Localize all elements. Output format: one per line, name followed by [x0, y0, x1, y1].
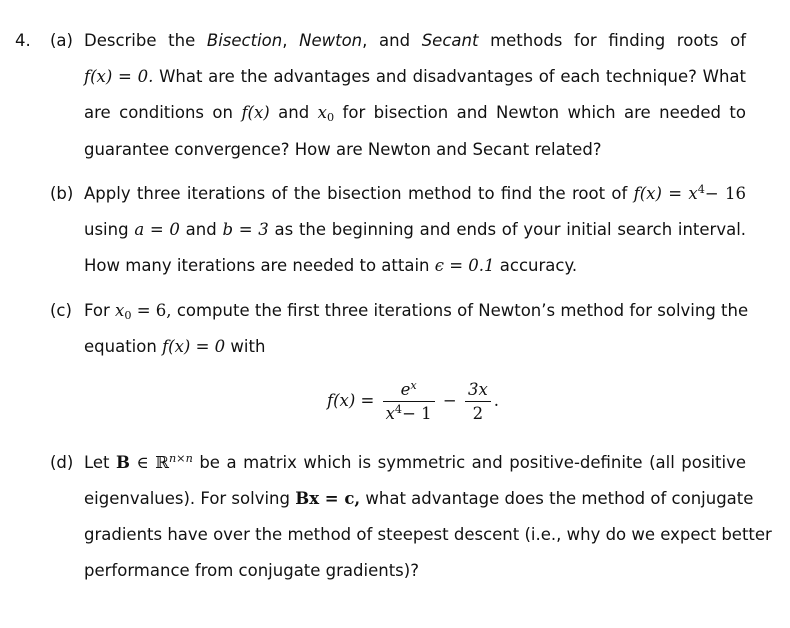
fraction-three-x-over-two: $\frac{3x}{2}$	[465, 380, 491, 423]
display-equation: f(x) = $\frac{e^x}{x^4- 1}$ − $\frac{3x}{2}$ .	[327, 378, 500, 423]
part-d-line-2: eigenvalues). For solving Bx = c, what advantage does the method of conjugate	[84, 489, 754, 508]
part-b-line-3: How many iterations are needed to attain ϵ = 0.1 accuracy.	[84, 256, 578, 275]
part-d-line-1: Let B ∈ ℝ$^{n\times n}$ be a matrix which is symmetric and positive-definite (all positive	[84, 451, 747, 472]
part-c-line-1: For $x_0 = 6$, compute the first three iterations of Newton’s method for solving the	[84, 301, 749, 322]
fraction-exp-over-quartic: $\frac{e^x}{x^4- 1}$	[383, 380, 435, 423]
part-d-line-4: performance from conjugate gradients)?	[84, 561, 419, 580]
part-a-line-2: f(x) = 0. What are the advantages and disadvantages of each technique? What	[84, 67, 746, 86]
part-a-line-1: Describe the Bisection, Newton, and Secant methods for finding roots of	[84, 31, 747, 50]
part-b-line-2: using a = 0 and b = 3 as the beginning and ends of your initial search interval.	[84, 220, 747, 239]
part-a-line-3: are conditions on f(x) and $x_0$ for bisection and Newton which are needed to	[84, 103, 746, 124]
part-b-label: (b)	[50, 184, 74, 203]
part-b-line-1: Apply three iterations of the bisection method to find the root of $f(x) = x^4- 16$	[84, 182, 746, 203]
part-d-label: (d)	[50, 453, 74, 472]
part-a-label: (a)	[50, 31, 73, 50]
part-d-line-3: gradients have over the method of steepest descent (i.e., why do we expect better	[84, 525, 772, 544]
part-c-line-2: equation f(x) = 0 with	[84, 337, 266, 356]
question-number: 4.	[15, 31, 31, 50]
part-c-label: (c)	[50, 301, 72, 320]
part-a-line-4: guarantee convergence? How are Newton and Secant related?	[84, 140, 602, 159]
